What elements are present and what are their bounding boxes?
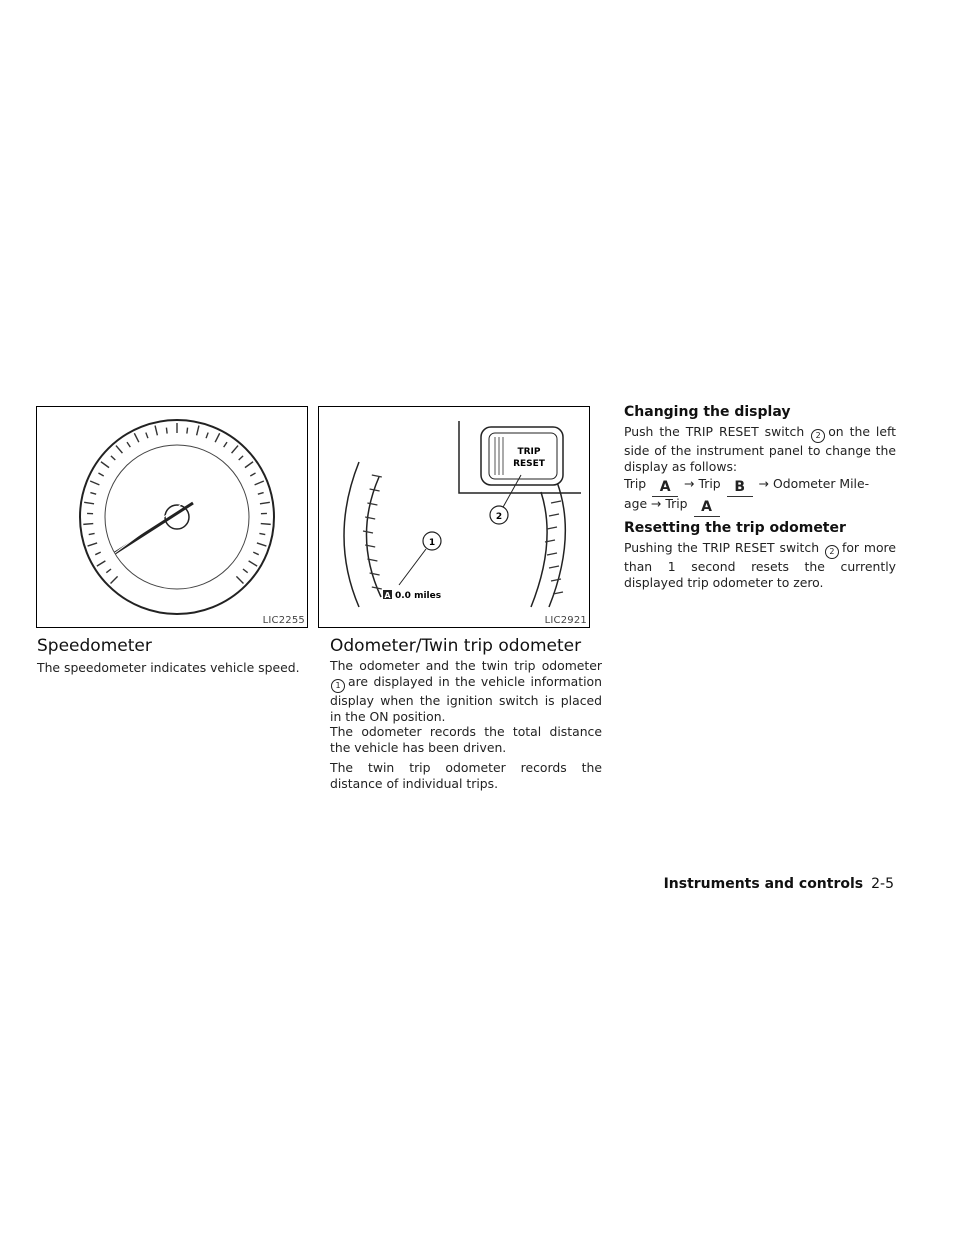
odometer-p1-rest: are displayed in the vehicle information display when the ignition switch is placed in the ON position.	[330, 674, 602, 725]
gauge-tick	[551, 579, 561, 581]
callout-2-marker: 2	[811, 429, 825, 443]
readout-value: 0.0 miles	[395, 591, 442, 601]
gauge-tick	[88, 543, 98, 546]
gauge-tick	[250, 473, 255, 476]
gauge-tick	[236, 576, 243, 583]
speedometer-text: The speedometer indicates vehicle speed.	[37, 660, 300, 675]
gauge-tick	[95, 552, 100, 555]
gauge-tick	[197, 426, 199, 436]
seq-odometer-label: Odometer Mile-	[773, 476, 870, 491]
seq-trip-word: Trip	[624, 476, 647, 491]
speedometer-illustration	[37, 407, 307, 627]
figure-code: LIC2255	[262, 615, 305, 626]
gauge-tick	[245, 462, 253, 468]
gauge-tick	[101, 462, 109, 468]
callout-2: 2	[495, 512, 503, 522]
trip-a-icon: A	[694, 500, 720, 517]
gauge-tick	[111, 576, 118, 583]
switch-label-trip: TRIP	[517, 447, 541, 457]
gauge-tick	[255, 481, 264, 485]
gauge-tick	[224, 442, 227, 447]
gauge-tick	[97, 561, 106, 566]
seq-trip-word: Trip	[665, 496, 688, 511]
gauge-tick	[258, 493, 264, 495]
resetting-p2-start: Pushing the TRIP RESET switch	[624, 540, 820, 555]
gauge-tick	[547, 527, 557, 529]
gauge-tick	[257, 543, 267, 546]
gauge-tick	[90, 481, 99, 485]
display-sequence-line-1	[624, 476, 869, 497]
callout-1-marker: 1	[331, 679, 345, 693]
callout-2-marker: 2	[825, 545, 839, 559]
footer-section-title: Instruments and controls	[663, 876, 864, 892]
odometer-p1-start: The odometer and the twin trip odometer	[330, 658, 602, 673]
seq-arrow: →	[651, 496, 662, 511]
gauge-tick	[249, 561, 258, 566]
trip-b-icon: B	[727, 480, 753, 497]
odometer-paragraph-1	[330, 658, 602, 726]
gauge-tick	[84, 502, 94, 504]
gauge-tick	[372, 475, 382, 477]
gauge-tick	[549, 514, 559, 516]
gauge-tick	[363, 531, 373, 533]
switch-label-reset: RESET	[513, 459, 545, 469]
odometer-heading: Odometer/Twin trip odometer	[330, 636, 582, 656]
display-sequence-line-2	[624, 496, 726, 517]
gauge-tick	[547, 553, 557, 555]
trip-a-icon: A	[652, 480, 678, 497]
changing-p1-rest: on the left side of the instrument panel to change the display as follows:	[624, 424, 896, 475]
odometer-illustration	[319, 407, 589, 627]
callout-1: 1	[428, 538, 436, 548]
resetting-paragraph	[624, 540, 896, 591]
seq-arrow: →	[758, 476, 770, 491]
gauge-tick	[253, 552, 258, 555]
gauge-tick	[259, 533, 265, 534]
gauge-tick	[261, 524, 271, 525]
gauge-tick	[111, 456, 115, 460]
gauge-tick	[90, 493, 96, 495]
odometer-figure	[318, 406, 590, 628]
changing-display-paragraph	[624, 424, 896, 475]
speedometer-figure	[36, 406, 308, 628]
changing-p1-start: Push the TRIP RESET switch	[624, 424, 805, 439]
speedometer-heading: Speedometer	[37, 636, 152, 656]
gauge-tick	[134, 433, 139, 442]
figure-code: LIC2921	[544, 615, 587, 626]
gauge-tick	[127, 442, 130, 447]
seq-arrow: →	[684, 476, 695, 491]
page-number: 2-5	[871, 876, 894, 892]
gauge-tick	[232, 446, 238, 454]
gauge-tick	[549, 566, 559, 568]
gauge-tick	[166, 428, 167, 434]
gauge-tick	[106, 569, 111, 573]
gauge-tick	[98, 473, 103, 476]
gauge-tick	[370, 573, 380, 575]
resetting-p2-rest: for more than 1 second resets the currently displayed trip odometer to zero.	[624, 540, 896, 591]
page-footer	[664, 876, 894, 892]
resetting-heading: Resetting the trip odometer	[624, 520, 846, 536]
readout-trip-letter: A	[384, 591, 391, 600]
gauge-tick	[146, 433, 148, 439]
gauge-tick	[116, 446, 122, 454]
gauge-tick	[89, 533, 95, 534]
gauge-tick	[83, 524, 93, 525]
gauge-tick	[551, 501, 561, 503]
seq-trip-word: Trip	[698, 476, 721, 491]
gauge-tick	[187, 428, 188, 434]
gauge-tick	[206, 433, 208, 439]
gauge-tick	[215, 433, 220, 442]
gauge-tick	[155, 426, 157, 436]
gauge-tick	[243, 569, 248, 573]
seq-age-label: age	[624, 496, 648, 511]
changing-display-heading: Changing the display	[624, 404, 791, 420]
gauge-tick	[239, 456, 243, 460]
odometer-paragraph-2: The odometer records the total distance the vehicle has been driven.	[330, 724, 602, 756]
gauge-tick	[260, 502, 270, 504]
odometer-paragraph-3: The twin trip odometer records the distance of individual trips.	[330, 760, 602, 792]
gauge-tick	[367, 503, 377, 505]
